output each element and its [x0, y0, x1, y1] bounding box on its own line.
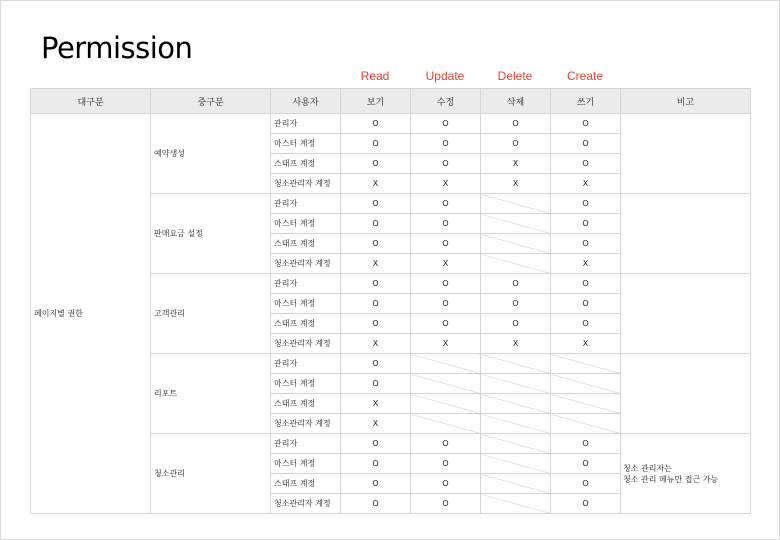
delete-not-applicable-cell: [481, 434, 551, 454]
view-permission-cell: X: [341, 334, 411, 354]
write-not-applicable-cell: [551, 394, 621, 414]
view-permission-cell: X: [341, 394, 411, 414]
header-edit: 수정: [411, 89, 481, 114]
edit-not-applicable-cell: [411, 354, 481, 374]
header-write: 쓰기: [551, 89, 621, 114]
user-cell: 스태프 계정: [271, 474, 341, 494]
edit-permission-cell: X: [411, 174, 481, 194]
user-cell: 마스터 계정: [271, 294, 341, 314]
delete-not-applicable-cell: [481, 454, 551, 474]
table-row: [31, 114, 751, 134]
user-cell: 스태프 계정: [271, 234, 341, 254]
crud-label-update: Update: [425, 69, 465, 83]
view-permission-cell: O: [341, 434, 411, 454]
delete-permission-cell: O: [481, 134, 551, 154]
edit-permission-cell: O: [411, 234, 481, 254]
view-permission-cell: O: [341, 114, 411, 134]
user-cell: 마스터 계정: [271, 374, 341, 394]
header-note: 비고: [621, 89, 751, 114]
mid-category-cell: 리포트: [151, 354, 271, 434]
write-permission-cell: O: [551, 294, 621, 314]
header-row: [31, 89, 751, 114]
header-delete: 삭제: [481, 89, 551, 114]
write-permission-cell: O: [551, 314, 621, 334]
edit-permission-cell: O: [411, 454, 481, 474]
edit-permission-cell: O: [411, 294, 481, 314]
crud-label-read: Read: [360, 69, 390, 83]
permission-table: [30, 88, 751, 514]
view-permission-cell: O: [341, 154, 411, 174]
view-permission-cell: O: [341, 354, 411, 374]
note-cell: [621, 114, 751, 194]
user-cell: 청소관리자 계정: [271, 494, 341, 514]
user-cell: 청소관리자 계정: [271, 334, 341, 354]
view-permission-cell: O: [341, 194, 411, 214]
user-cell: 관리자: [271, 194, 341, 214]
user-cell: 청소관리자 계정: [271, 414, 341, 434]
delete-permission-cell: X: [481, 154, 551, 174]
mid-category-cell: 판매요금 설정: [151, 194, 271, 274]
user-cell: 스태프 계정: [271, 394, 341, 414]
delete-permission-cell: O: [481, 114, 551, 134]
delete-not-applicable-cell: [481, 474, 551, 494]
delete-not-applicable-cell: [481, 254, 551, 274]
view-permission-cell: O: [341, 234, 411, 254]
view-permission-cell: O: [341, 134, 411, 154]
write-permission-cell: O: [551, 194, 621, 214]
view-permission-cell: O: [341, 294, 411, 314]
crud-label-create: Create: [566, 69, 604, 83]
permission-body: [31, 114, 751, 514]
note-cell: 청소 관리자는 청소 관리 메뉴만 접근 가능: [621, 434, 751, 514]
user-cell: 관리자: [271, 274, 341, 294]
delete-not-applicable-cell: [481, 394, 551, 414]
crud-label-delete: Delete: [497, 69, 533, 83]
delete-not-applicable-cell: [481, 494, 551, 514]
delete-not-applicable-cell: [481, 354, 551, 374]
mid-category-cell: 청소관리: [151, 434, 271, 514]
write-permission-cell: O: [551, 234, 621, 254]
edit-permission-cell: O: [411, 214, 481, 234]
write-not-applicable-cell: [551, 354, 621, 374]
view-permission-cell: O: [341, 214, 411, 234]
delete-not-applicable-cell: [481, 414, 551, 434]
user-cell: 관리자: [271, 114, 341, 134]
write-permission-cell: O: [551, 134, 621, 154]
edit-permission-cell: O: [411, 494, 481, 514]
view-permission-cell: X: [341, 254, 411, 274]
write-not-applicable-cell: [551, 414, 621, 434]
delete-permission-cell: O: [481, 294, 551, 314]
write-permission-cell: O: [551, 154, 621, 174]
edit-not-applicable-cell: [411, 374, 481, 394]
delete-permission-cell: O: [481, 314, 551, 334]
header-view: 보기: [341, 89, 411, 114]
delete-not-applicable-cell: [481, 234, 551, 254]
write-permission-cell: O: [551, 274, 621, 294]
note-cell: [621, 274, 751, 354]
user-cell: 마스터 계정: [271, 134, 341, 154]
view-permission-cell: O: [341, 454, 411, 474]
write-permission-cell: X: [551, 254, 621, 274]
edit-not-applicable-cell: [411, 394, 481, 414]
edit-permission-cell: O: [411, 434, 481, 454]
edit-permission-cell: O: [411, 134, 481, 154]
user-cell: 청소관리자 계정: [271, 174, 341, 194]
edit-permission-cell: O: [411, 194, 481, 214]
header-category-mid: 중구분: [151, 89, 271, 114]
mid-category-cell: 고객관리: [151, 274, 271, 354]
user-cell: 스태프 계정: [271, 154, 341, 174]
delete-not-applicable-cell: [481, 374, 551, 394]
major-category-cell: 페이지별 권한: [31, 114, 151, 514]
write-permission-cell: O: [551, 434, 621, 454]
edit-permission-cell: O: [411, 314, 481, 334]
view-permission-cell: X: [341, 174, 411, 194]
edit-permission-cell: O: [411, 114, 481, 134]
user-cell: 관리자: [271, 434, 341, 454]
edit-not-applicable-cell: [411, 414, 481, 434]
delete-permission-cell: X: [481, 334, 551, 354]
header-user: 사용자: [271, 89, 341, 114]
user-cell: 마스터 계정: [271, 454, 341, 474]
write-permission-cell: X: [551, 174, 621, 194]
write-permission-cell: O: [551, 114, 621, 134]
write-permission-cell: X: [551, 334, 621, 354]
view-permission-cell: O: [341, 374, 411, 394]
page-title: Permission: [41, 31, 193, 65]
note-cell: [621, 194, 751, 274]
delete-permission-cell: O: [481, 274, 551, 294]
view-permission-cell: X: [341, 414, 411, 434]
view-permission-cell: O: [341, 494, 411, 514]
write-permission-cell: O: [551, 454, 621, 474]
delete-permission-cell: X: [481, 174, 551, 194]
header-category-major: 대구분: [31, 89, 151, 114]
write-permission-cell: O: [551, 214, 621, 234]
view-permission-cell: O: [341, 274, 411, 294]
edit-permission-cell: O: [411, 474, 481, 494]
user-cell: 마스터 계정: [271, 214, 341, 234]
delete-not-applicable-cell: [481, 214, 551, 234]
write-permission-cell: O: [551, 494, 621, 514]
write-not-applicable-cell: [551, 374, 621, 394]
user-cell: 스태프 계정: [271, 314, 341, 334]
view-permission-cell: O: [341, 314, 411, 334]
delete-not-applicable-cell: [481, 194, 551, 214]
edit-permission-cell: O: [411, 154, 481, 174]
view-permission-cell: O: [341, 474, 411, 494]
mid-category-cell: 예약생성: [151, 114, 271, 194]
edit-permission-cell: O: [411, 274, 481, 294]
edit-permission-cell: X: [411, 254, 481, 274]
user-cell: 관리자: [271, 354, 341, 374]
user-cell: 청소관리자 계정: [271, 254, 341, 274]
edit-permission-cell: X: [411, 334, 481, 354]
write-permission-cell: O: [551, 474, 621, 494]
note-cell: [621, 354, 751, 434]
